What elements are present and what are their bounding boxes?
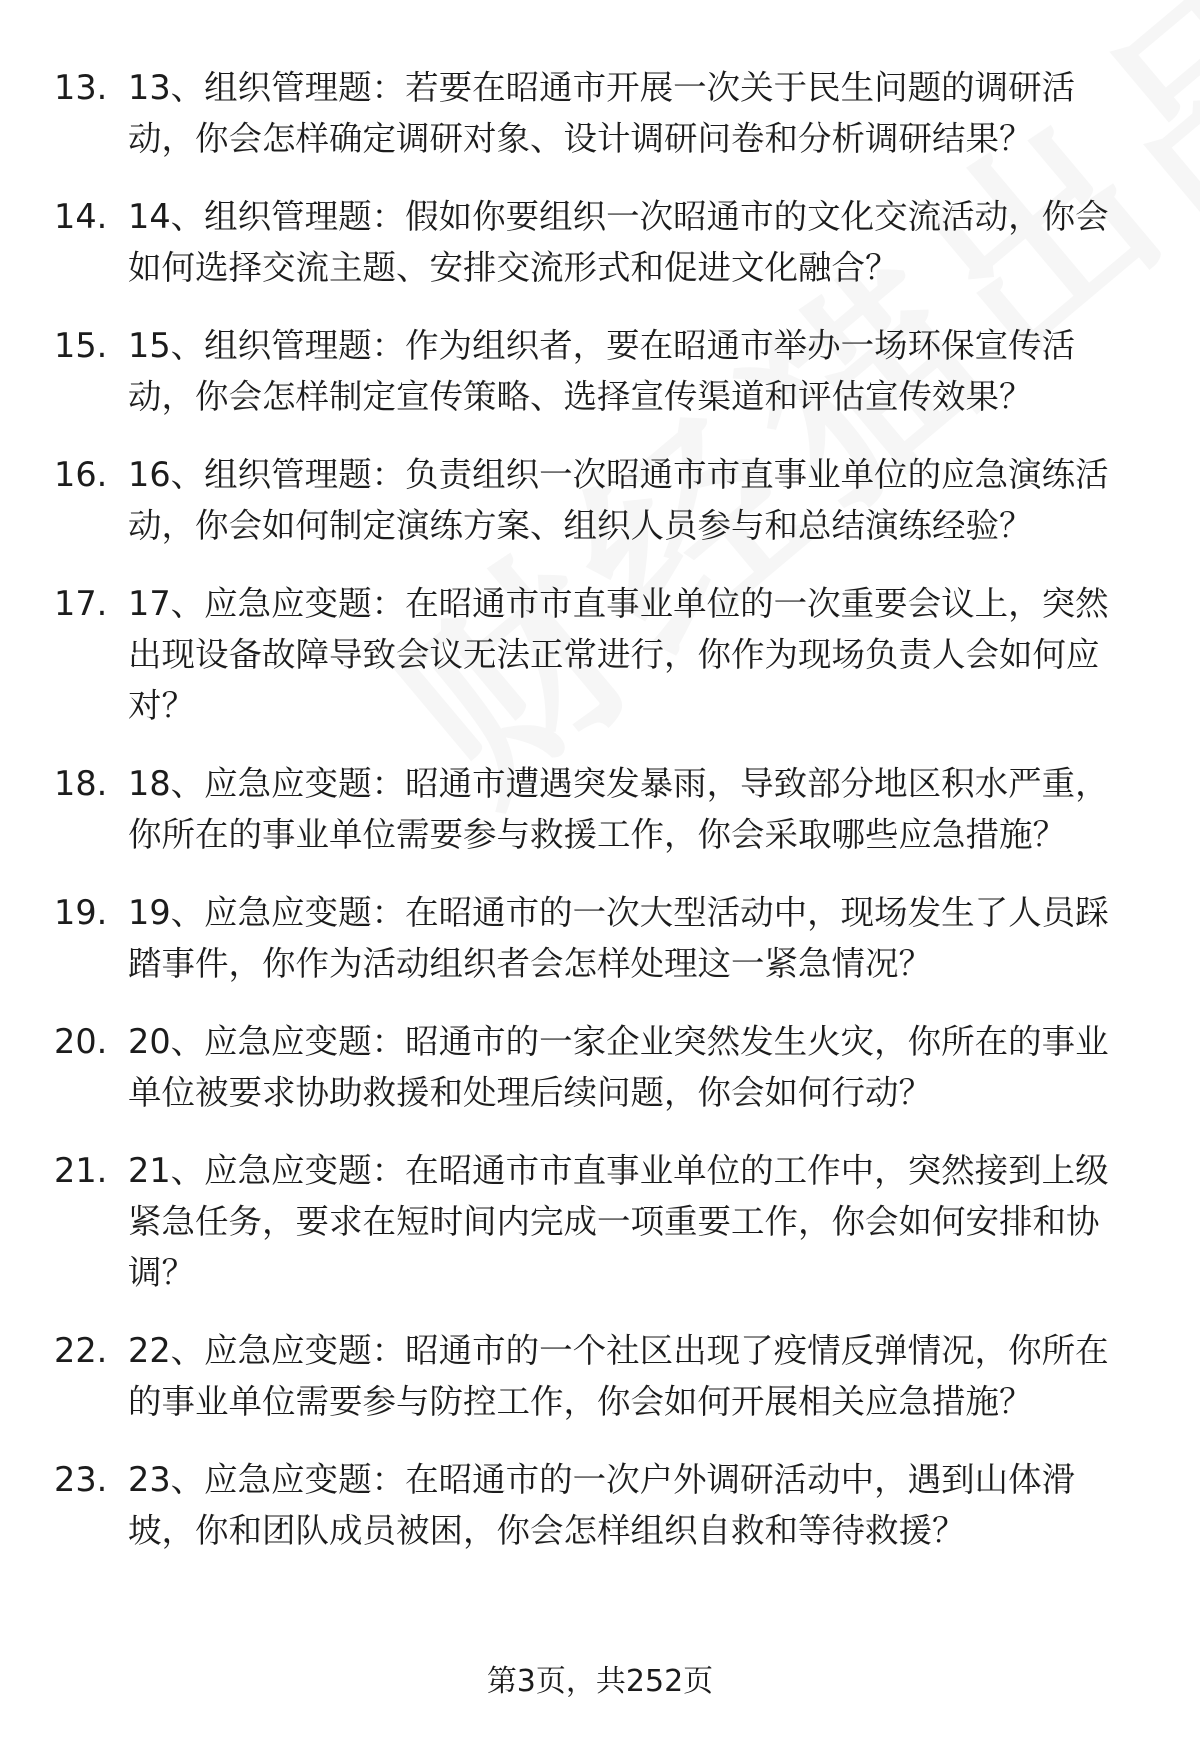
question-item: [0, 320, 1200, 422]
question-number: 23.: [54, 1460, 108, 1499]
question-number: 16.: [54, 455, 108, 494]
question-number: 18.: [54, 764, 108, 803]
question-item: [0, 1016, 1200, 1118]
question-item: [0, 62, 1200, 164]
question-text: 16、组织管理题：负责组织一次昭通市市直事业单位的应急演练活动，你会如何制定演练方案、组织人员参与和总结演练经验？: [128, 455, 1109, 545]
question-number: 22.: [54, 1331, 108, 1370]
question-number: 21.: [54, 1151, 108, 1190]
question-text: 13、组织管理题：若要在昭通市开展一次关于民生问题的调研活动，你会怎样确定调研对象、设计调研问卷和分析调研结果？: [128, 68, 1076, 158]
question-item: [0, 887, 1200, 989]
question-item: [0, 1454, 1200, 1556]
question-number: 19.: [54, 893, 108, 932]
question-number: 14.: [54, 197, 108, 236]
question-text: 18、应急应变题：昭通市遭遇突发暴雨，导致部分地区积水严重，你所在的事业单位需要参与救援工作，你会采取哪些应急措施？: [128, 764, 1109, 854]
question-item: [0, 1145, 1200, 1298]
question-number: 13.: [54, 68, 108, 107]
question-text: 19、应急应变题：在昭通市的一次大型活动中，现场发生了人员踩踏事件，你作为活动组织者会怎样处理这一紧急情况？: [128, 893, 1109, 983]
question-text: 22、应急应变题：昭通市的一个社区出现了疫情反弹情况，你所在的事业单位需要参与防控工作，你会如何开展相关应急措施？: [128, 1331, 1109, 1421]
question-item: [0, 578, 1200, 731]
question-item: [0, 1325, 1200, 1427]
question-text: 23、应急应变题：在昭通市的一次户外调研活动中，遇到山体滑坡，你和团队成员被困，你会怎样组织自救和等待救援？: [128, 1460, 1076, 1550]
question-number: 15.: [54, 326, 108, 365]
question-item: [0, 191, 1200, 293]
question-text: 17、应急应变题：在昭通市市直事业单位的一次重要会议上，突然出现设备故障导致会议无法正常进行，你作为现场负责人会如何应对？: [128, 584, 1109, 725]
question-text: 15、组织管理题：作为组织者，要在昭通市举办一场环保宣传活动，你会怎样制定宣传策略、选择宣传渠道和评估宣传效果？: [128, 326, 1076, 416]
question-list: [0, 62, 1200, 1583]
question-number: 20.: [54, 1022, 108, 1061]
question-text: 21、应急应变题：在昭通市市直事业单位的工作中，突然接到上级紧急任务，要求在短时间内完成一项重要工作，你会如何安排和协调？: [128, 1151, 1109, 1292]
question-item: [0, 758, 1200, 860]
question-text: 14、组织管理题：假如你要组织一次昭通市的文化交流活动，你会如何选择交流主题、安排交流形式和促进文化融合？: [128, 197, 1109, 287]
question-text: 20、应急应变题：昭通市的一家企业突然发生火灾，你所在的事业单位被要求协助救援和处理后续问题，你会如何行动？: [128, 1022, 1109, 1112]
question-number: 17.: [54, 584, 108, 623]
page-footer: 第3页，共252页: [486, 1664, 714, 1699]
question-item: [0, 449, 1200, 551]
